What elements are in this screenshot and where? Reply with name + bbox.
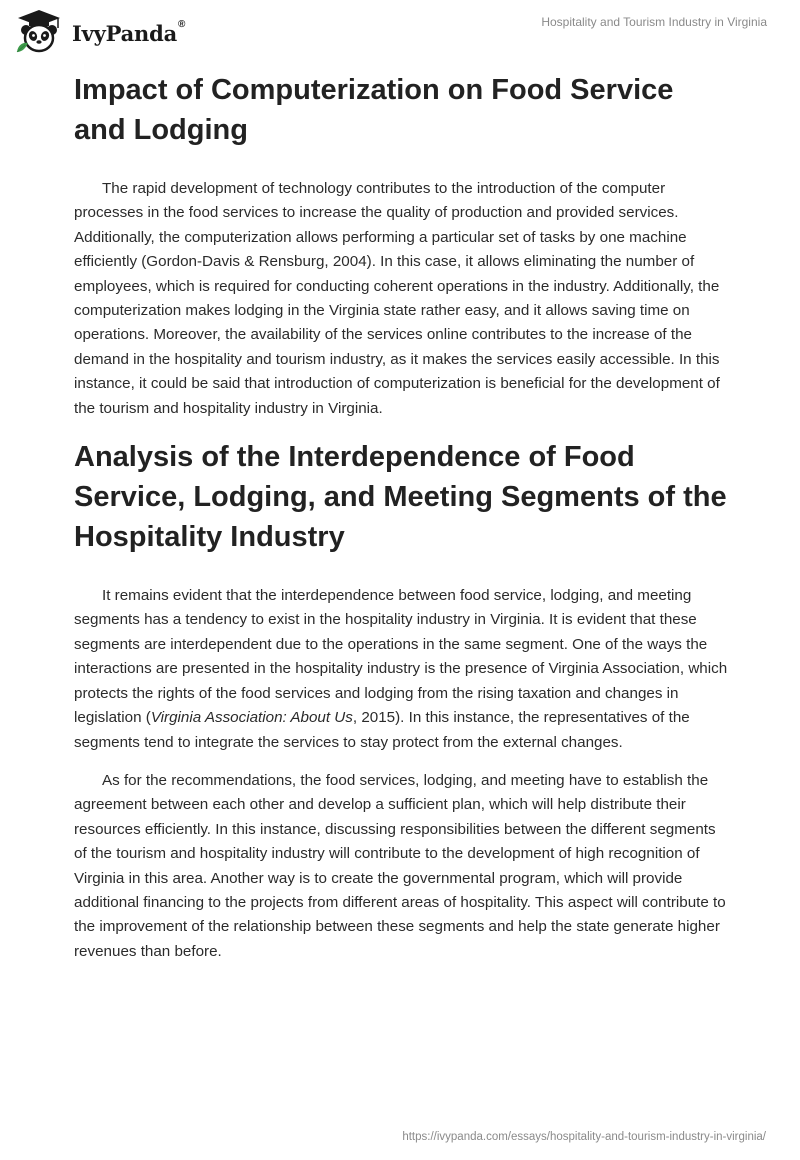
paragraph-interdependence (74, 584, 729, 755)
ivypanda-logo[interactable] (14, 8, 185, 56)
source-url[interactable]: https://ivypanda.com/essays/hospitality-and-tourism-industry-in-virginia/ (402, 1131, 766, 1143)
citation-title: Virginia Association: About Us (150, 709, 353, 727)
paragraph-text-after-citation: , 2015). In this instance, the representatives of the segments tend to integrate the services to stay protect from the external changes. (74, 709, 690, 751)
essay-content (74, 70, 729, 964)
section-heading-computerization: Impact of Computerization on Food Service and Lodging (74, 74, 674, 146)
registered-mark: ® (178, 18, 186, 30)
panda-graduate-icon (14, 8, 64, 56)
paragraph-text-before-citation: It remains evident that the interdependence between food service, lodging, and meeting segments has a tendency to exist in the hospitality industry in Virginia. It is evident that these segments are interdependent due to the operations in the same segment. One of the ways the interactions are presented in the hospitality industry is the presence of Virginia Association, which protects the rights of the food services and lodging from the rising taxation and changes in legislation ( (74, 587, 728, 727)
paragraph-computerization: The rapid development of technology contributes to the introduction of the computer processes in the food services to increase the quality of production and provided services. Additionally, the computerization allows performing a particular set of tasks by one machine efficiently (Gordon-Davis & Rensburg, 2004). In this case, it allows eliminating the number of employees, which is required for conducting coherent operations in the industry. Additionally, the computerization makes lodging in the Virginia state rather easy, and it allows saving time on operations. Moreover, the availability of the services online contributes to the increase of the demand in the hospitality and tourism industry, as it makes the services easily accessible. In this instance, it could be said that introduction of computerization is beneficial for the development of the tourism and hospitality industry in Virginia. (74, 180, 720, 417)
brand-name: IvyPanda (72, 20, 178, 46)
running-title: Hospitality and Tourism Industry in Virginia (541, 15, 767, 29)
section-heading-interdependence: Analysis of the Interdependence of Food Service, Lodging, and Meeting Segments of the Hospitality Industry (74, 441, 727, 554)
paragraph-recommendations: As for the recommendations, the food services, lodging, and meeting have to establish the agreement between each other and develop a sufficient plan, which will help distribute their resources efficiently. In this instance, discussing responsibilities between the different segments of the tourism and hospitality industry will contribute to the development of high recognition of Virginia in this area. Another way is to create the governmental program, which will provide additional financing to the projects from different areas of hospitality. This aspect will contribute to the improvement of the relationship between these segments and help the state generate higher revenues than before. (74, 771, 726, 960)
page-header (0, 0, 800, 64)
logo-wordmark (72, 18, 186, 46)
